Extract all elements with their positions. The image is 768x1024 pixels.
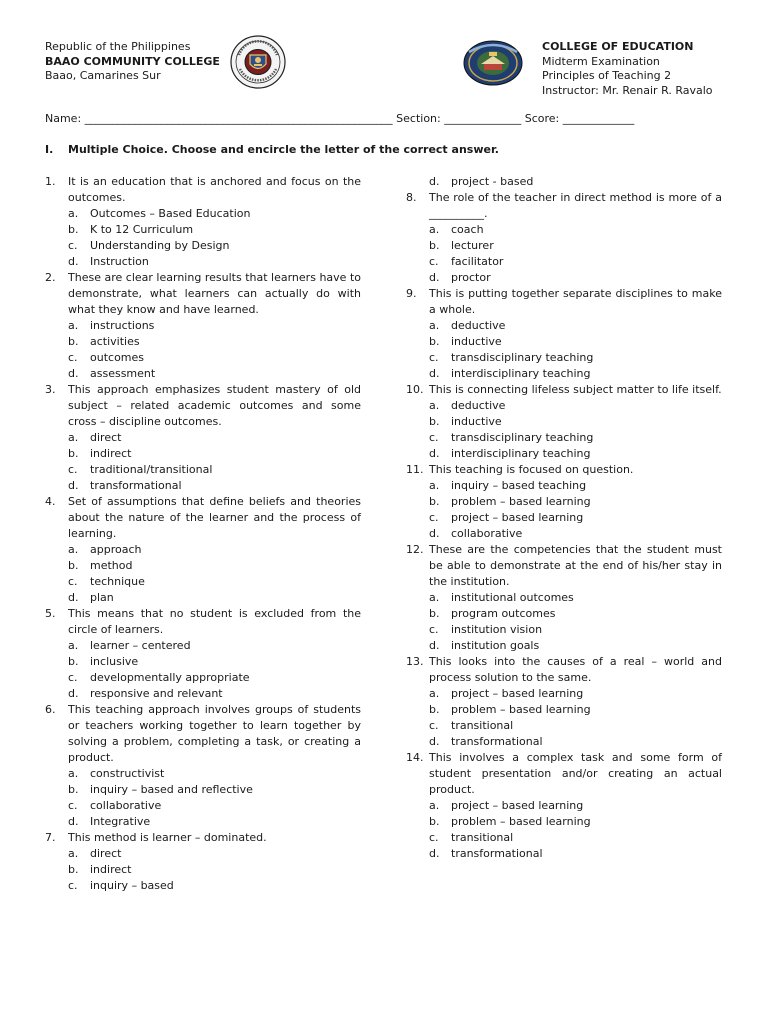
option-letter: d. <box>68 367 79 380</box>
option-letter: a. <box>429 399 440 412</box>
option-text: transitional <box>451 719 514 732</box>
option-letter: b. <box>68 559 79 572</box>
option-text: approach <box>90 543 142 556</box>
question-number: 7. <box>45 831 56 844</box>
option-text: transformational <box>451 735 543 748</box>
answer-option[interactable] <box>406 350 722 366</box>
option-text: lecturer <box>451 239 494 252</box>
question-item <box>406 190 722 222</box>
answer-option[interactable] <box>45 590 361 606</box>
question-item <box>406 542 722 590</box>
department-header <box>542 40 713 98</box>
question-number: 1. <box>45 175 56 188</box>
question-item <box>45 830 361 846</box>
question-number: 12. <box>406 543 424 556</box>
answer-option[interactable] <box>45 430 361 446</box>
option-text: inclusive <box>90 655 139 668</box>
subject-name: Principles of Teaching 2 <box>542 69 672 82</box>
answer-option[interactable] <box>406 686 722 702</box>
department-name: COLLEGE OF EDUCATION <box>542 40 694 53</box>
option-letter: c. <box>68 671 78 684</box>
option-text: inquiry – based <box>90 879 174 892</box>
answer-option[interactable] <box>45 574 361 590</box>
option-letter: a. <box>68 847 79 860</box>
answer-option[interactable] <box>45 462 361 478</box>
option-letter: c. <box>429 623 439 636</box>
option-text: project – based learning <box>451 799 584 812</box>
answer-option[interactable] <box>406 638 722 654</box>
option-letter: b. <box>68 223 79 236</box>
answer-option[interactable] <box>45 334 361 350</box>
option-text: plan <box>90 591 114 604</box>
answer-option[interactable] <box>45 846 361 862</box>
answer-option[interactable] <box>45 350 361 366</box>
question-item <box>45 494 361 542</box>
question-number: 9. <box>406 287 417 300</box>
student-info-line: Name: ________________________________________________________ Section: ______________ Score: _____________ <box>45 112 635 125</box>
option-letter: c. <box>68 575 78 588</box>
option-text: project – based learning <box>451 511 584 524</box>
option-letter: b. <box>429 607 440 620</box>
option-letter: d. <box>429 735 440 748</box>
question-item <box>45 174 361 206</box>
option-text: interdisciplinary teaching <box>451 367 591 380</box>
option-text: technique <box>90 575 145 588</box>
answer-option[interactable] <box>406 798 722 814</box>
option-text: method <box>90 559 133 572</box>
option-letter: d. <box>429 639 440 652</box>
option-letter: a. <box>429 799 440 812</box>
answer-option[interactable] <box>406 734 722 750</box>
option-letter: d. <box>68 815 79 828</box>
answer-option[interactable] <box>45 446 361 462</box>
answer-option[interactable] <box>45 878 361 894</box>
option-text: project - based <box>451 175 534 188</box>
answer-option[interactable] <box>406 526 722 542</box>
option-text: deductive <box>451 399 506 412</box>
answer-option[interactable] <box>406 446 722 462</box>
option-letter: b. <box>68 335 79 348</box>
question-number: 2. <box>45 271 56 284</box>
option-text: problem – based learning <box>451 703 591 716</box>
question-text: This looks into the causes of a real – world and process solution to the same. <box>429 655 722 684</box>
answer-option[interactable] <box>406 238 722 254</box>
option-letter: b. <box>68 783 79 796</box>
questions-column-right <box>406 174 722 862</box>
option-letter: d. <box>68 255 79 268</box>
option-text: indirect <box>90 447 132 460</box>
answer-option[interactable] <box>45 558 361 574</box>
option-letter: d. <box>68 479 79 492</box>
option-letter: a. <box>68 207 79 220</box>
option-letter: b. <box>429 703 440 716</box>
option-text: direct <box>90 431 122 444</box>
option-letter: c. <box>429 431 439 444</box>
answer-option[interactable] <box>45 798 361 814</box>
answer-option[interactable] <box>45 222 361 238</box>
question-number: 5. <box>45 607 56 620</box>
option-text: interdisciplinary teaching <box>451 447 591 460</box>
option-text: institution goals <box>451 639 540 652</box>
option-text: problem – based learning <box>451 495 591 508</box>
question-text: This involves a complex task and some form of student presentation and/or creating an actual product. <box>429 751 722 796</box>
option-text: indirect <box>90 863 132 876</box>
option-letter: c. <box>429 255 439 268</box>
answer-option[interactable] <box>406 270 722 286</box>
answer-option[interactable] <box>406 478 722 494</box>
answer-option[interactable] <box>406 830 722 846</box>
option-text: institution vision <box>451 623 543 636</box>
question-text: Set of assumptions that define beliefs and theories about the nature of the learner and the process of learning. <box>68 495 361 540</box>
option-letter: d. <box>429 527 440 540</box>
option-letter: a. <box>68 543 79 556</box>
question-number: 13. <box>406 655 424 668</box>
option-letter: c. <box>429 719 439 732</box>
question-item <box>406 750 722 798</box>
option-letter: b. <box>68 863 79 876</box>
option-letter: c. <box>68 463 78 476</box>
answer-option[interactable] <box>406 414 722 430</box>
answer-option[interactable] <box>406 510 722 526</box>
answer-option[interactable] <box>45 862 361 878</box>
option-letter: b. <box>68 447 79 460</box>
option-text: institutional outcomes <box>451 591 574 604</box>
question-text: This is putting together separate disciplines to make a whole. <box>429 287 722 316</box>
answer-option[interactable] <box>406 174 722 190</box>
option-text: activities <box>90 335 140 348</box>
question-text: This means that no student is excluded from the circle of learners. <box>68 607 361 636</box>
answer-option[interactable] <box>406 702 722 718</box>
question-text: This method is learner – dominated. <box>68 831 267 844</box>
question-text: It is an education that is anchored and focus on the outcomes. <box>68 175 361 204</box>
answer-option[interactable] <box>406 814 722 830</box>
option-letter: a. <box>429 319 440 332</box>
option-letter: c. <box>68 239 78 252</box>
option-text: collaborative <box>451 527 523 540</box>
option-letter: c. <box>429 831 439 844</box>
answer-option[interactable] <box>406 494 722 510</box>
option-text: transformational <box>90 479 182 492</box>
answer-option[interactable] <box>45 542 361 558</box>
option-letter: c. <box>68 351 78 364</box>
option-text: direct <box>90 847 122 860</box>
question-text: These are the competencies that the student must be able to demonstrate at the end of his/her stay in the institution. <box>429 543 722 588</box>
instructor-name: Instructor: Mr. Renair R. Ravalo <box>542 83 713 97</box>
question-item <box>406 382 722 398</box>
answer-option[interactable] <box>45 782 361 798</box>
option-text: proctor <box>451 271 491 284</box>
option-letter: a. <box>68 319 79 332</box>
answer-option[interactable] <box>406 334 722 350</box>
option-letter: b. <box>429 335 440 348</box>
option-letter: c. <box>68 879 78 892</box>
option-text: transdisciplinary teaching <box>451 431 594 444</box>
option-letter: b. <box>68 655 79 668</box>
option-letter: a. <box>429 479 440 492</box>
option-text: inquiry – based teaching <box>451 479 587 492</box>
answer-option[interactable] <box>45 638 361 654</box>
answer-option[interactable] <box>45 366 361 382</box>
section-number: I. <box>45 143 54 156</box>
option-letter: b. <box>429 415 440 428</box>
option-text: facilitator <box>451 255 504 268</box>
answer-option[interactable] <box>406 590 722 606</box>
section-instruction: Multiple Choice. Choose and encircle the letter of the correct answer. <box>68 143 499 156</box>
answer-option[interactable] <box>406 366 722 382</box>
question-number: 3. <box>45 383 56 396</box>
option-text: developmentally appropriate <box>90 671 250 684</box>
option-text: constructivist <box>90 767 165 780</box>
option-text: learner – centered <box>90 639 191 652</box>
option-letter: c. <box>68 799 78 812</box>
option-letter: d. <box>68 687 79 700</box>
answer-option[interactable] <box>45 814 361 830</box>
question-number: 11. <box>406 463 424 476</box>
option-letter: d. <box>68 591 79 604</box>
option-text: Outcomes – Based Education <box>90 207 251 220</box>
answer-option[interactable] <box>406 430 722 446</box>
question-text: This teaching approach involves groups of students or teachers working together to learn together by solving a problem, completing a task, or creating a product. <box>68 703 361 764</box>
answer-option[interactable] <box>406 622 722 638</box>
answer-option[interactable] <box>45 238 361 254</box>
option-text: program outcomes <box>451 607 556 620</box>
option-text: assessment <box>90 367 156 380</box>
college-address: Baao, Camarines Sur <box>45 69 161 82</box>
option-letter: d. <box>429 367 440 380</box>
question-item <box>406 462 722 478</box>
option-letter: d. <box>429 271 440 284</box>
school-header <box>45 40 220 84</box>
answer-option[interactable] <box>45 766 361 782</box>
option-letter: b. <box>429 495 440 508</box>
option-letter: c. <box>429 511 439 524</box>
answer-option[interactable] <box>406 222 722 238</box>
questions-column-left <box>45 174 361 894</box>
answer-option[interactable] <box>406 606 722 622</box>
answer-option[interactable] <box>406 846 722 862</box>
option-text: responsive and relevant <box>90 687 223 700</box>
option-letter: a. <box>429 223 440 236</box>
option-letter: a. <box>429 687 440 700</box>
option-text: transitional <box>451 831 514 844</box>
section-heading <box>45 143 499 156</box>
answer-option[interactable] <box>45 670 361 686</box>
answer-option[interactable] <box>406 318 722 334</box>
exam-title: Midterm Examination <box>542 54 660 68</box>
option-text: problem – based learning <box>451 815 591 828</box>
option-text: inquiry – based and reflective <box>90 783 253 796</box>
question-text: These are clear learning results that learners have to demonstrate, what learners can actually do with what they know and have learned. <box>68 271 361 316</box>
answer-option[interactable] <box>45 318 361 334</box>
college-name: BAAO COMMUNITY COLLEGE <box>45 54 220 68</box>
option-letter: a. <box>68 431 79 444</box>
option-text: deductive <box>451 319 506 332</box>
option-letter: b. <box>429 239 440 252</box>
option-letter: d. <box>429 175 440 188</box>
answer-option[interactable] <box>45 206 361 222</box>
option-letter: a. <box>68 767 79 780</box>
option-text: Understanding by Design <box>90 239 230 252</box>
republic-line: Republic of the Philippines <box>45 40 191 53</box>
question-item <box>45 382 361 430</box>
question-number: 6. <box>45 703 56 716</box>
question-number: 10. <box>406 383 424 396</box>
college-seal-logo <box>230 35 286 89</box>
option-text: project – based learning <box>451 687 584 700</box>
option-text: coach <box>451 223 484 236</box>
question-text: This teaching is focused on question. <box>429 463 634 476</box>
option-text: Instruction <box>90 255 149 268</box>
question-text: This is connecting lifeless subject matter to life itself. <box>429 383 722 396</box>
option-letter: a. <box>68 639 79 652</box>
question-number: 4. <box>45 495 56 508</box>
option-text: transformational <box>451 847 543 860</box>
answer-option[interactable] <box>406 254 722 270</box>
question-item <box>45 606 361 638</box>
question-item <box>406 654 722 686</box>
option-text: collaborative <box>90 799 162 812</box>
answer-option[interactable] <box>45 254 361 270</box>
answer-option[interactable] <box>45 654 361 670</box>
answer-option[interactable] <box>45 686 361 702</box>
option-letter: d. <box>429 447 440 460</box>
question-number: 14. <box>406 751 424 764</box>
college-of-education-seal-logo <box>463 40 523 86</box>
option-letter: c. <box>429 351 439 364</box>
option-text: traditional/transitional <box>90 463 213 476</box>
option-text: inductive <box>451 335 502 348</box>
question-item <box>45 702 361 766</box>
answer-option[interactable] <box>45 478 361 494</box>
question-text: This approach emphasizes student mastery of old subject – related academic outcomes and some cross – discipline outcomes. <box>68 383 361 428</box>
option-letter: a. <box>429 591 440 604</box>
option-letter: d. <box>429 847 440 860</box>
question-item <box>45 270 361 318</box>
option-text: instructions <box>90 319 155 332</box>
option-text: Integrative <box>90 815 151 828</box>
question-item <box>406 286 722 318</box>
option-text: inductive <box>451 415 502 428</box>
answer-option[interactable] <box>406 718 722 734</box>
answer-option[interactable] <box>406 398 722 414</box>
option-text: transdisciplinary teaching <box>451 351 594 364</box>
option-text: K to 12 Curriculum <box>90 223 194 236</box>
option-text: outcomes <box>90 351 145 364</box>
question-number: 8. <box>406 191 417 204</box>
option-letter: b. <box>429 815 440 828</box>
question-text: The role of the teacher in direct method is more of a __________. <box>429 191 722 220</box>
